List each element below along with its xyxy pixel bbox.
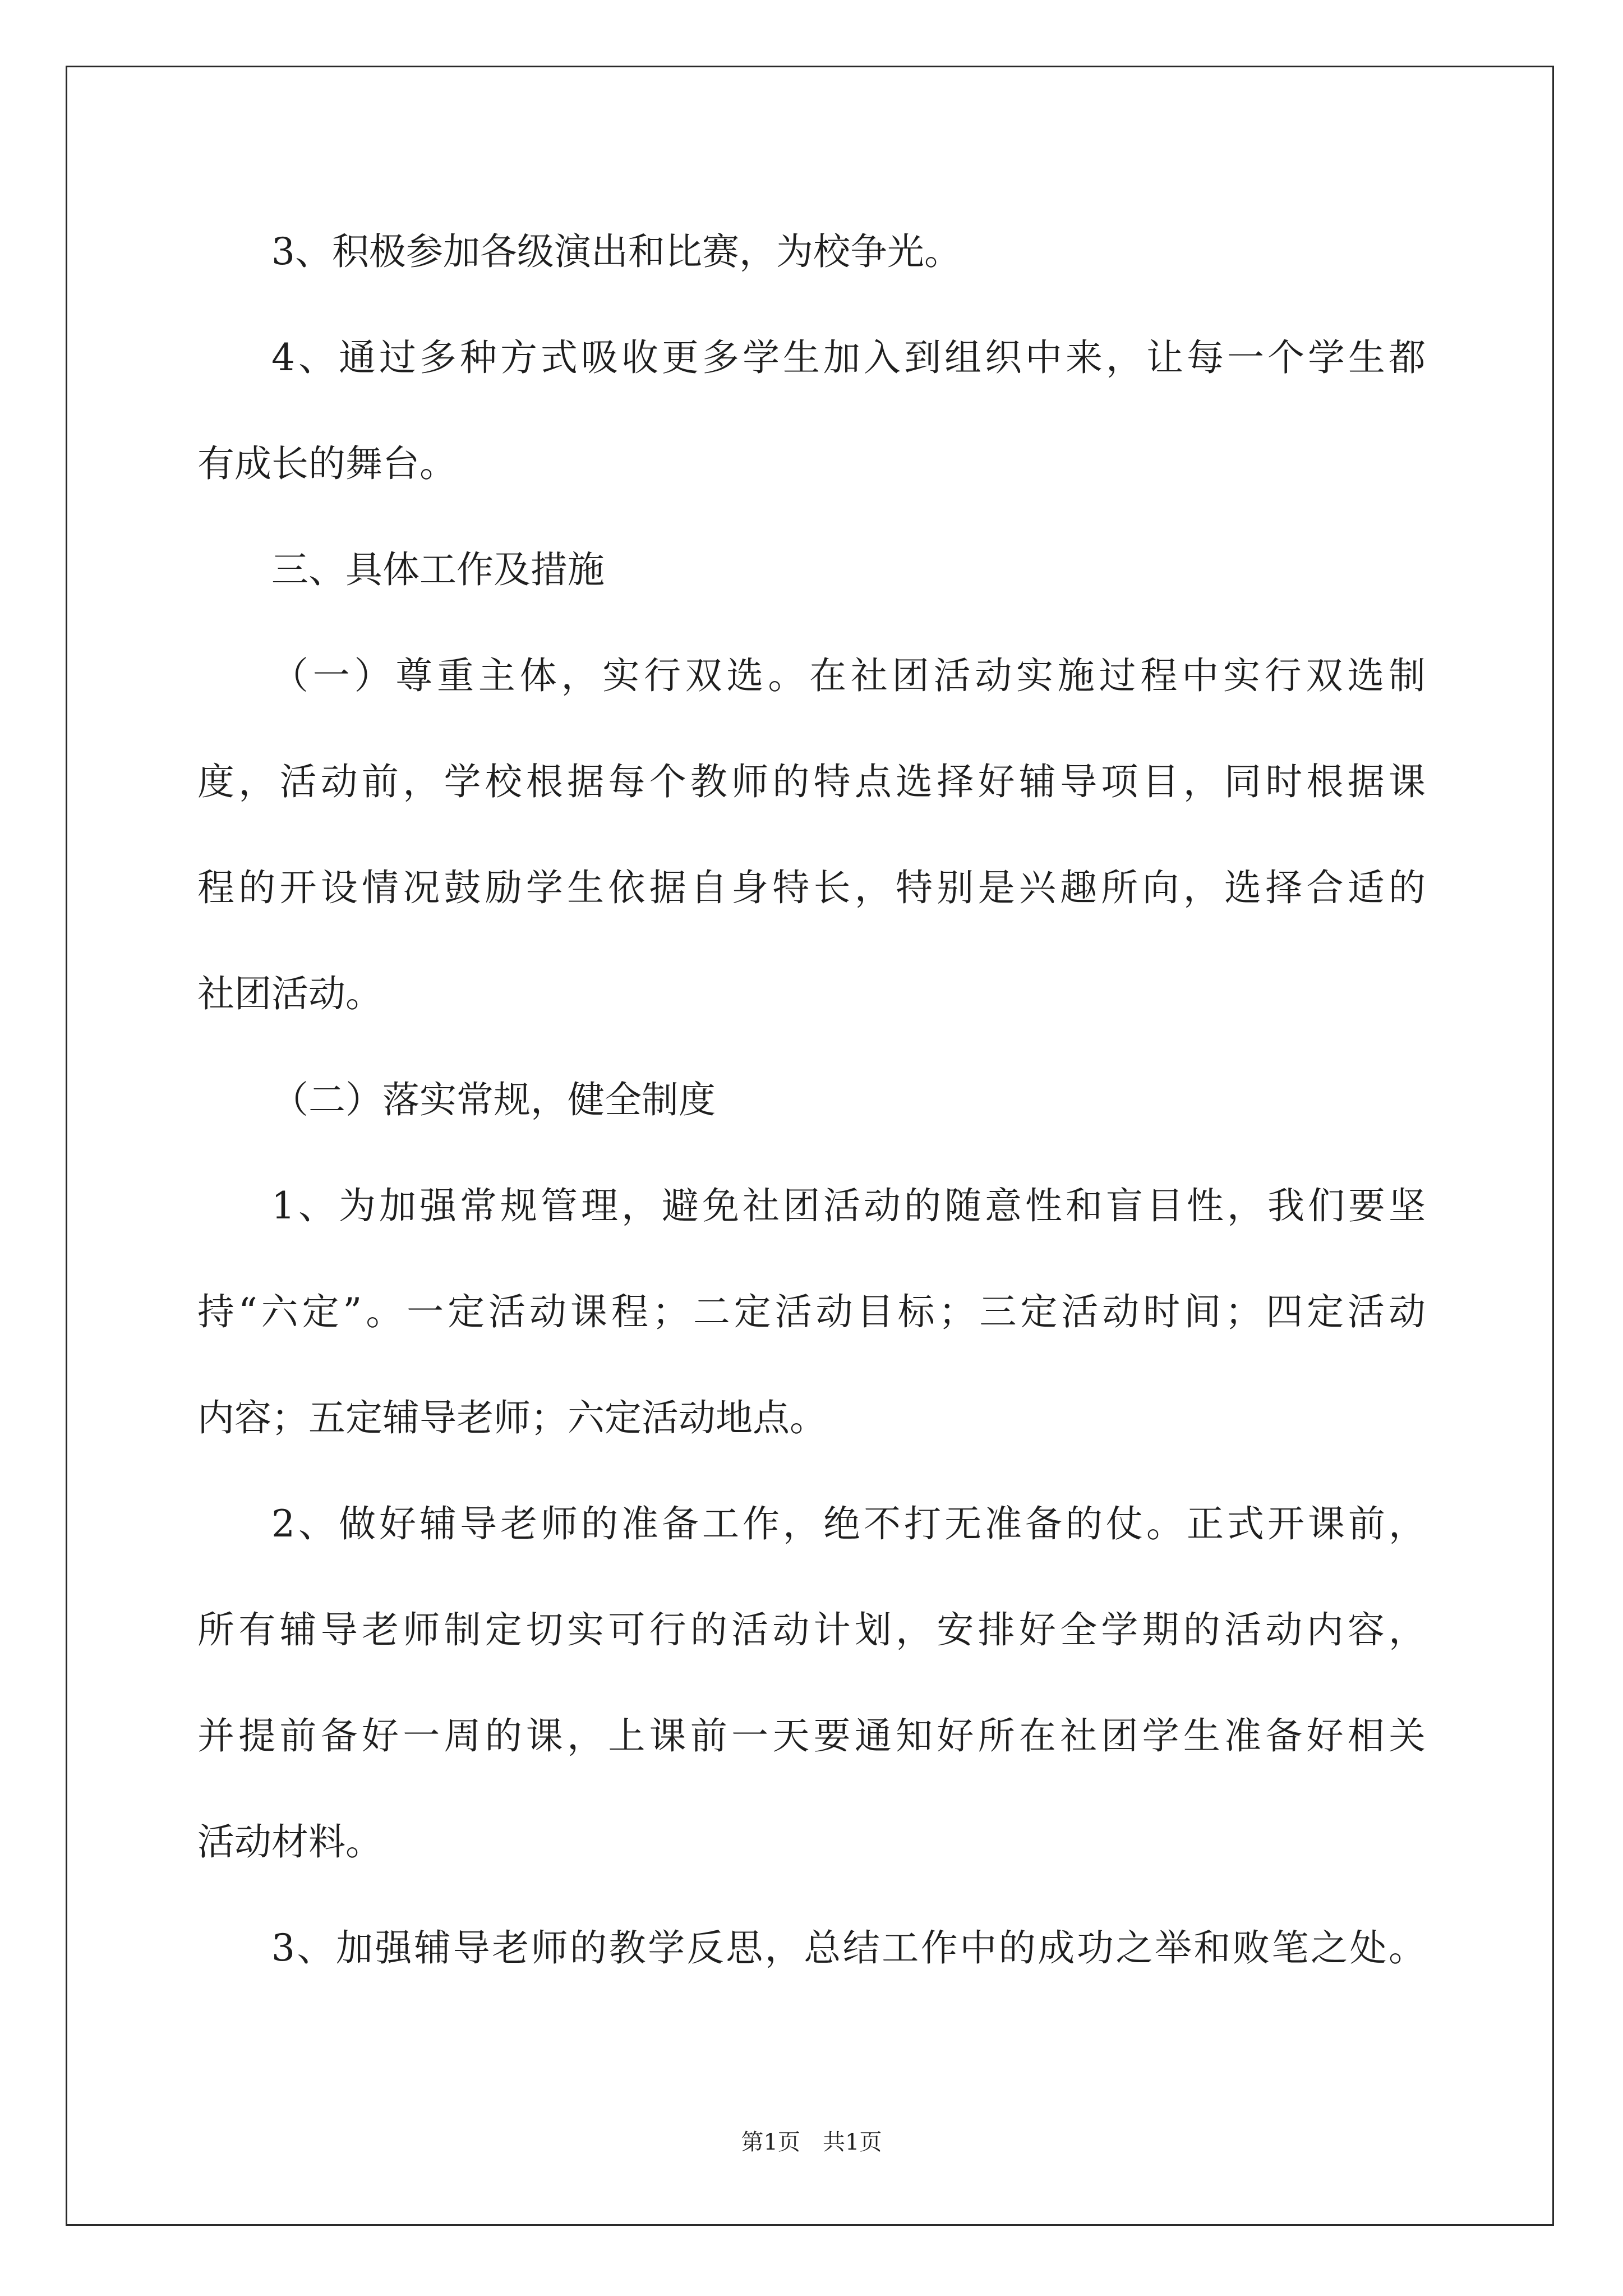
text-line: 内容；五定辅导老师；六定活动地点。 xyxy=(197,1396,827,1439)
page-number-label: 第1页 共1页 xyxy=(741,2129,882,2155)
section-heading xyxy=(197,517,1426,623)
paragraph xyxy=(197,1895,1426,2001)
paragraph xyxy=(197,1153,1426,1471)
paragraph xyxy=(197,1471,1426,1895)
text-line: 持“六定”。一定活动课程；二定活动目标；三定活动时间；四定活动 xyxy=(197,1290,1426,1333)
text-line: 3、积极参加各级演出和比赛，为校争光。 xyxy=(271,230,961,273)
text-line: 所有辅导老师制定切实可行的活动计划，安排好全学期的活动内容， xyxy=(197,1608,1426,1651)
text-line: 2、做好辅导老师的准备工作，绝不打无准备的仗。正式开课前， xyxy=(271,1502,1426,1545)
subsection-heading xyxy=(197,1047,1426,1153)
paragraph xyxy=(197,305,1426,517)
text-line: 并提前备好一周的课，上课前一天要通知好所在社团学生准备好相关 xyxy=(197,1714,1426,1757)
document-body xyxy=(197,199,1426,2001)
text-line: （一）尊重主体，实行双选。在社团活动实施过程中实行双选制 xyxy=(271,654,1426,697)
text-line: 社团活动。 xyxy=(197,972,382,1015)
text-line: 3、加强辅导老师的教学反思，总结工作中的成功之举和败笔之处。 xyxy=(271,1926,1426,1970)
paragraph xyxy=(197,199,1426,305)
paragraph xyxy=(197,623,1426,1047)
text-line: 活动材料。 xyxy=(197,1820,382,1864)
text-line: （二）落实常规，健全制度 xyxy=(271,1078,716,1121)
text-line: 程的开设情况鼓励学生依据自身特长，特别是兴趣所向，选择合适的 xyxy=(197,866,1426,909)
text-line: 度，活动前，学校根据每个教师的特点选择好辅导项目，同时根据课 xyxy=(197,760,1426,803)
text-line: 1、为加强常规管理，避免社团活动的随意性和盲目性，我们要坚 xyxy=(271,1184,1426,1227)
text-line: 三、具体工作及措施 xyxy=(271,548,605,591)
text-line: 4、通过多种方式吸收更多学生加入到组织中来，让每一个学生都 xyxy=(271,336,1426,379)
text-line: 有成长的舞台。 xyxy=(197,442,457,485)
